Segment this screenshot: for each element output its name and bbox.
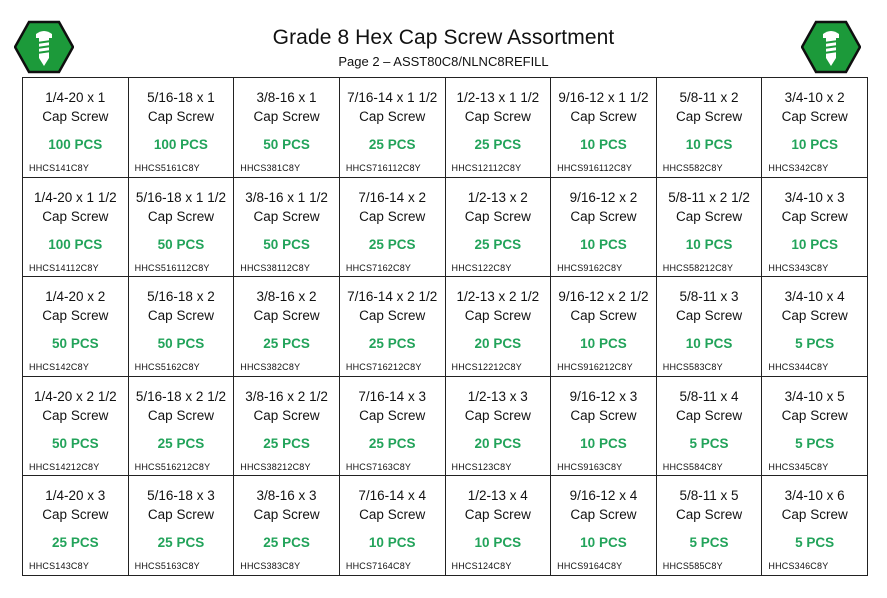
grid-row: [23, 376, 868, 476]
product-size: 3/4-10 x 6: [784, 488, 845, 504]
product-cell-content: [551, 377, 656, 475]
product-cell-content: [340, 78, 445, 176]
product-sku: HHCS38212C8Y: [240, 461, 311, 472]
product-cell: [23, 476, 129, 576]
product-quantity: 100 PCS: [48, 137, 103, 152]
product-sku: HHCS7163C8Y: [345, 461, 412, 472]
product-cell-content: [23, 178, 128, 276]
product-cell-content: [762, 178, 867, 276]
product-size: 5/16-18 x 2: [147, 289, 215, 305]
product-quantity: 50 PCS: [157, 236, 205, 252]
product-size: 3/8-16 x 1: [256, 90, 317, 105]
product-sku: HHCS12112C8Y: [451, 163, 522, 173]
product-sku: HHCS585C8Y: [662, 561, 723, 572]
grid-row: [23, 277, 868, 377]
product-size: 9/16-12 x 2: [569, 189, 638, 205]
product-sku: HHCS344C8Y: [768, 362, 829, 373]
product-size: 9/16-12 x 1 1/2: [558, 90, 649, 105]
product-cell-content: [446, 377, 551, 475]
product-quantity: 10 PCS: [580, 435, 627, 451]
product-quantity: 25 PCS: [368, 137, 416, 152]
product-size: 7/16-14 x 4: [358, 488, 426, 504]
product-sku: HHCS916112C8Y: [557, 163, 633, 173]
product-sku: HHCS141C8Y: [29, 163, 90, 173]
product-cell-content: [551, 277, 656, 375]
product-quantity: 25 PCS: [368, 435, 416, 451]
product-name: Cap Screw: [464, 109, 531, 124]
product-size: 9/16-12 x 4: [569, 488, 638, 504]
product-cell-content: [762, 277, 867, 375]
product-cell-content: [657, 476, 762, 574]
product-name: Cap Screw: [781, 308, 848, 324]
product-cell-content: [129, 277, 234, 375]
product-sku: HHCS383C8Y: [240, 561, 301, 572]
product-cell-content: [657, 178, 762, 276]
product-size: 7/16-14 x 3: [358, 388, 426, 404]
product-quantity: 10 PCS: [368, 535, 416, 551]
product-cell: [23, 78, 129, 178]
product-sku: HHCS381C8Y: [240, 163, 301, 173]
product-name: Cap Screw: [676, 407, 743, 423]
product-quantity: 25 PCS: [368, 236, 416, 252]
product-cell-content: [657, 277, 762, 375]
product-size: 9/16-12 x 2 1/2: [558, 289, 649, 305]
product-cell-content: [23, 277, 128, 375]
product-cell-content: [762, 377, 867, 475]
grid-row: [23, 476, 868, 576]
product-name: Cap Screw: [253, 507, 320, 523]
product-cell: [762, 78, 868, 178]
product-cell: [656, 476, 762, 576]
product-sku: HHCS5163C8Y: [134, 561, 200, 572]
product-sku: HHCS142C8Y: [29, 362, 90, 373]
product-sku: HHCS7162C8Y: [345, 262, 412, 273]
product-size: 5/8-11 x 2 1/2: [668, 189, 750, 205]
product-size: 5/16-18 x 1 1/2: [135, 189, 226, 205]
product-size: 1/4-20 x 2: [45, 289, 106, 305]
product-name: Cap Screw: [147, 407, 214, 423]
product-cell-content: [234, 476, 339, 574]
product-size: 3/8-16 x 2: [256, 289, 317, 305]
product-name: Cap Screw: [147, 109, 214, 124]
product-quantity: 25 PCS: [157, 535, 205, 551]
product-quantity: 5 PCS: [795, 336, 835, 352]
product-quantity: 10 PCS: [580, 336, 627, 352]
product-sku: HHCS716212C8Y: [345, 362, 422, 373]
product-name: Cap Screw: [464, 308, 531, 324]
product-cell: [762, 177, 868, 277]
product-cell: [551, 376, 657, 476]
product-cell: [656, 376, 762, 476]
product-size: 5/8-11 x 5: [679, 488, 739, 504]
product-cell: [234, 277, 340, 377]
product-name: Cap Screw: [570, 407, 637, 423]
product-sku: HHCS382C8Y: [240, 362, 301, 373]
product-name: Cap Screw: [253, 407, 320, 423]
grid-row: [23, 177, 868, 277]
product-sku: HHCS58212C8Y: [662, 262, 734, 273]
product-quantity: 5 PCS: [795, 535, 835, 551]
page-title: Grade 8 Hex Cap Screw Assortment: [272, 26, 615, 49]
product-cell-content: [551, 78, 656, 176]
product-quantity: 10 PCS: [791, 236, 838, 252]
product-quantity: 5 PCS: [689, 535, 729, 551]
product-sku: HHCS342C8Y: [768, 163, 829, 173]
product-size: 1/2-13 x 2: [467, 189, 528, 205]
product-name: Cap Screw: [359, 208, 426, 224]
product-cell: [551, 277, 657, 377]
product-quantity: 5 PCS: [689, 435, 729, 451]
product-cell-content: [340, 476, 445, 574]
product-cell: [762, 277, 868, 377]
page-subtitle: Page 2 – ASST80C8/NLNC8REFILL: [338, 54, 549, 69]
product-quantity: 20 PCS: [474, 336, 522, 352]
product-quantity: 25 PCS: [263, 435, 310, 451]
product-size: 3/4-10 x 5: [784, 388, 845, 404]
product-name: Cap Screw: [781, 208, 848, 224]
product-cell-content: [234, 277, 339, 375]
product-cell-content: [551, 178, 656, 276]
product-cell-content: [446, 476, 551, 574]
product-cell: [656, 78, 762, 178]
product-quantity: 10 PCS: [474, 535, 522, 551]
product-cell-content: [446, 78, 551, 176]
product-cell-content: [129, 377, 234, 475]
product-quantity: 10 PCS: [685, 236, 733, 252]
product-sku: HHCS9163C8Y: [557, 461, 623, 472]
product-quantity: 50 PCS: [157, 336, 205, 352]
product-sku: HHCS582C8Y: [662, 163, 723, 173]
product-quantity: 50 PCS: [52, 336, 99, 352]
product-cell: [234, 376, 340, 476]
product-name: Cap Screw: [781, 507, 848, 523]
product-name: Cap Screw: [781, 109, 848, 124]
product-cell-content: [129, 78, 234, 176]
product-cell: [128, 78, 234, 178]
product-name: Cap Screw: [781, 407, 848, 423]
product-size: 3/8-16 x 2 1/2: [245, 388, 328, 404]
product-name: Cap Screw: [253, 208, 320, 224]
product-cell: [656, 177, 762, 277]
product-cell-content: [340, 377, 445, 475]
product-name: Cap Screw: [570, 308, 637, 324]
product-sku: HHCS584C8Y: [662, 461, 723, 472]
product-cell: [128, 476, 234, 576]
product-size: 5/16-18 x 2 1/2: [135, 388, 226, 404]
product-cell-content: [234, 78, 339, 176]
grid-row: [23, 78, 868, 178]
product-quantity: 10 PCS: [580, 535, 627, 551]
product-sku: HHCS143C8Y: [29, 561, 90, 572]
product-quantity: 25 PCS: [263, 336, 310, 352]
product-cell: [762, 476, 868, 576]
product-name: Cap Screw: [42, 109, 109, 124]
product-name: Cap Screw: [359, 407, 426, 423]
product-sku: HHCS516212C8Y: [134, 461, 211, 472]
product-name: Cap Screw: [147, 208, 214, 224]
product-size: 3/4-10 x 3: [784, 189, 845, 205]
product-cell: [445, 476, 551, 576]
product-quantity: 25 PCS: [157, 435, 205, 451]
product-cell-content: [129, 178, 234, 276]
product-sku: HHCS916212C8Y: [557, 362, 633, 373]
product-name: Cap Screw: [359, 109, 426, 124]
product-size: 3/8-16 x 1 1/2: [245, 189, 328, 205]
product-quantity: 50 PCS: [263, 236, 310, 252]
product-cell-content: [23, 476, 128, 574]
product-cell: [234, 476, 340, 576]
product-sku: HHCS14212C8Y: [29, 461, 100, 472]
product-sku: HHCS38112C8Y: [240, 262, 311, 273]
product-size: 1/4-20 x 2 1/2: [34, 388, 117, 404]
product-name: Cap Screw: [253, 109, 320, 124]
product-name: Cap Screw: [676, 208, 743, 224]
product-size: 9/16-12 x 3: [569, 388, 638, 404]
product-quantity: 25 PCS: [52, 535, 99, 551]
product-cell: [234, 78, 340, 178]
product-quantity: 10 PCS: [580, 236, 627, 252]
product-cell: [339, 376, 445, 476]
product-cell-content: [657, 377, 762, 475]
product-cell-content: [234, 377, 339, 475]
product-cell-content: [551, 476, 656, 574]
product-cell: [339, 177, 445, 277]
product-quantity: 10 PCS: [791, 137, 838, 152]
product-quantity: 50 PCS: [52, 435, 99, 451]
product-sku: HHCS343C8Y: [768, 262, 829, 273]
product-size: 5/8-11 x 3: [679, 289, 739, 305]
product-name: Cap Screw: [464, 507, 531, 523]
product-cell: [339, 78, 445, 178]
product-sku: HHCS123C8Y: [451, 461, 512, 472]
product-size: 7/16-14 x 1 1/2: [347, 90, 438, 105]
product-quantity: 25 PCS: [474, 137, 522, 152]
product-sku: HHCS516112C8Y: [134, 262, 210, 273]
product-name: Cap Screw: [42, 507, 109, 523]
product-size: 5/8-11 x 2: [679, 90, 739, 105]
product-quantity: 100 PCS: [48, 236, 103, 252]
product-quantity: 25 PCS: [368, 336, 416, 352]
product-sku: HHCS14112C8Y: [29, 262, 99, 273]
product-size: 1/2-13 x 2 1/2: [456, 289, 540, 305]
product-quantity: 100 PCS: [153, 137, 208, 152]
product-cell: [128, 277, 234, 377]
product-cell-content: [446, 178, 551, 276]
product-cell: [445, 376, 551, 476]
product-name: Cap Screw: [570, 109, 637, 124]
product-cell: [339, 277, 445, 377]
product-cell: [445, 177, 551, 277]
product-sku: HHCS5162C8Y: [134, 362, 200, 373]
product-cell: [128, 376, 234, 476]
product-name: Cap Screw: [253, 308, 320, 324]
product-cell-content: [340, 277, 445, 375]
product-sku: HHCS12212C8Y: [451, 362, 522, 373]
product-sku: HHCS345C8Y: [768, 461, 829, 472]
product-size: 1/2-13 x 1 1/2: [456, 90, 540, 105]
product-name: Cap Screw: [464, 407, 531, 423]
product-sku: HHCS7164C8Y: [345, 561, 412, 572]
product-sku: HHCS9164C8Y: [557, 561, 623, 572]
product-size: 3/4-10 x 4: [784, 289, 845, 305]
product-cell-content: [340, 178, 445, 276]
product-cell: [339, 476, 445, 576]
product-quantity: 25 PCS: [263, 535, 310, 551]
product-sku: HHCS5161C8Y: [134, 163, 200, 173]
product-cell: [551, 78, 657, 178]
product-name: Cap Screw: [570, 208, 637, 224]
product-name: Cap Screw: [676, 308, 743, 324]
product-sku: HHCS9162C8Y: [557, 262, 623, 273]
product-quantity: 10 PCS: [685, 336, 733, 352]
product-cell-content: [129, 476, 234, 574]
product-size: 5/16-18 x 3: [147, 488, 215, 504]
product-size: 3/4-10 x 2: [784, 90, 845, 105]
product-cell: [551, 177, 657, 277]
product-name: Cap Screw: [42, 308, 109, 324]
product-quantity: 10 PCS: [685, 137, 733, 152]
product-cell: [551, 476, 657, 576]
product-name: Cap Screw: [359, 507, 426, 523]
product-cell-content: [762, 476, 867, 574]
product-sku: HHCS122C8Y: [451, 262, 512, 273]
product-cell-content: [446, 277, 551, 375]
product-name: Cap Screw: [676, 109, 743, 124]
product-cell: [234, 177, 340, 277]
product-cell-content: [234, 178, 339, 276]
product-cell-content: [23, 377, 128, 475]
product-size: 1/4-20 x 1: [45, 90, 106, 105]
product-size: 3/8-16 x 3: [256, 488, 317, 504]
assortment-grid: [22, 77, 868, 576]
product-cell-content: [657, 78, 762, 176]
product-size: 1/2-13 x 4: [467, 488, 528, 504]
product-cell: [445, 78, 551, 178]
product-name: Cap Screw: [464, 208, 531, 224]
product-name: Cap Screw: [570, 507, 637, 523]
product-sku: HHCS583C8Y: [662, 362, 723, 373]
product-name: Cap Screw: [42, 407, 109, 423]
product-cell: [656, 277, 762, 377]
product-size: 7/16-14 x 2: [358, 189, 426, 205]
product-name: Cap Screw: [147, 308, 214, 324]
product-size: 1/4-20 x 3: [45, 488, 106, 504]
product-quantity: 20 PCS: [474, 435, 522, 451]
product-size: 5/8-11 x 4: [679, 388, 739, 404]
product-cell: [23, 277, 129, 377]
product-cell: [23, 177, 129, 277]
product-sku: HHCS716112C8Y: [345, 163, 421, 173]
product-quantity: 50 PCS: [263, 137, 310, 152]
product-cell-content: [23, 78, 128, 176]
product-name: Cap Screw: [147, 507, 214, 523]
product-cell: [762, 376, 868, 476]
product-size: 1/2-13 x 3: [467, 388, 528, 404]
product-name: Cap Screw: [676, 507, 743, 523]
product-size: 5/16-18 x 1: [147, 90, 215, 105]
product-cell: [445, 277, 551, 377]
product-quantity: 10 PCS: [580, 137, 627, 152]
product-sku: HHCS346C8Y: [768, 561, 829, 572]
product-name: Cap Screw: [42, 208, 109, 224]
product-cell: [23, 376, 129, 476]
product-cell: [128, 177, 234, 277]
product-quantity: 25 PCS: [474, 236, 522, 252]
product-name: Cap Screw: [359, 308, 426, 324]
product-size: 7/16-14 x 2 1/2: [347, 289, 438, 305]
product-quantity: 5 PCS: [795, 435, 835, 451]
product-size: 1/4-20 x 1 1/2: [34, 189, 117, 205]
product-cell-content: [762, 78, 867, 176]
product-sku: HHCS124C8Y: [451, 561, 512, 572]
